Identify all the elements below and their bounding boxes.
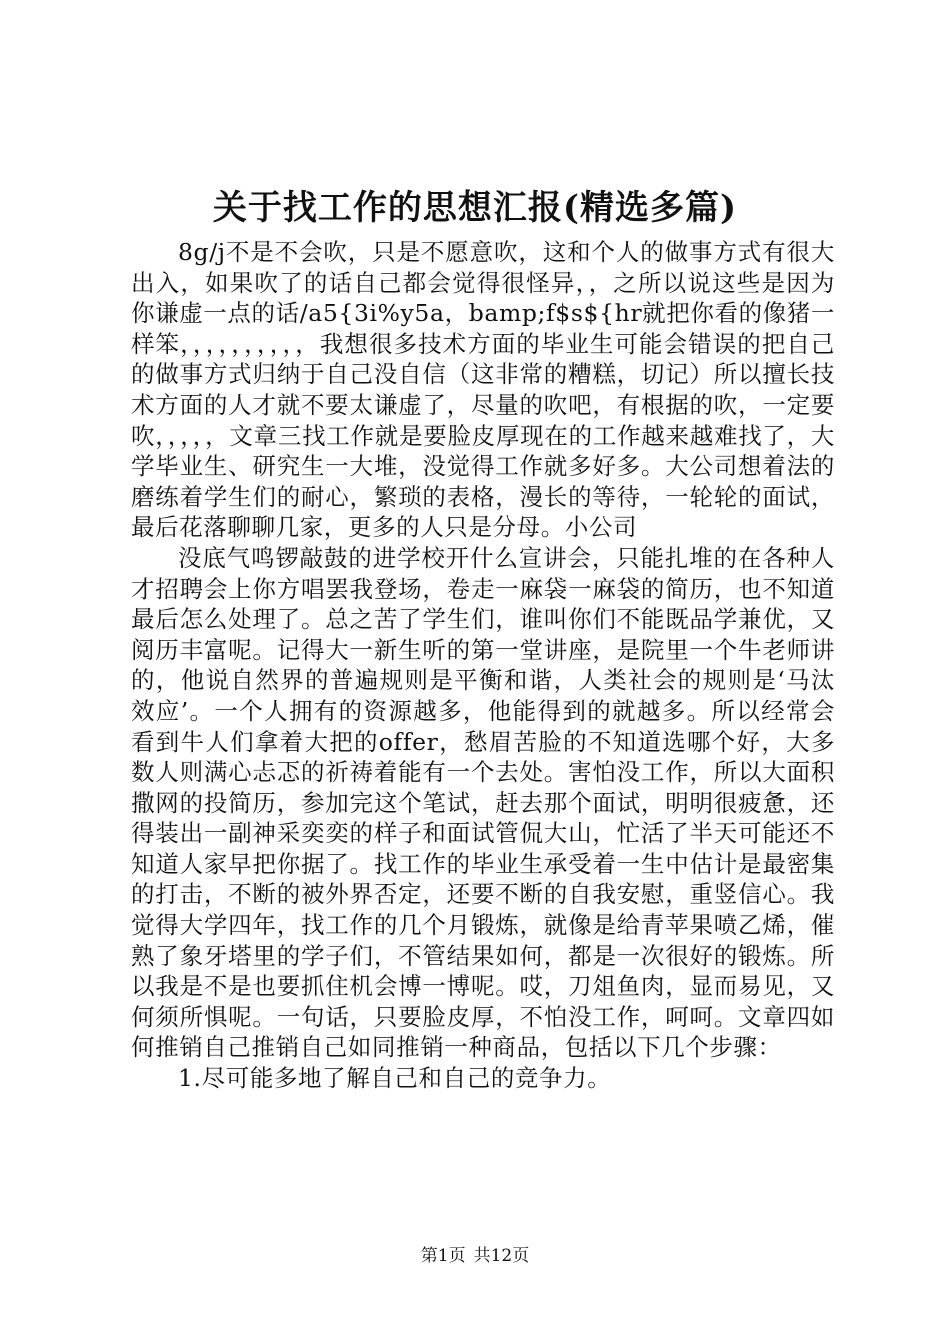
document-title: 关于找工作的思想汇报(精选多篇) xyxy=(212,188,738,228)
page-footer xyxy=(0,1244,950,1268)
page-number-total: 共12页 xyxy=(473,1246,530,1266)
page-number-current: 第1页 xyxy=(420,1246,466,1266)
paragraph-2: 没底气鸣锣敲鼓的进学校开什么宣讲会，只能扎堆的在各种人才招聘会上你方唱罢我登场，卷走一麻袋一麻袋的简历，也不知道最后怎么处理了。总之苦了学生们，谁叫你们不能既品学兼优，又阅历丰富呢。记得大一新生听的第一堂讲座，是院里一个牛老师讲的，他说自然界的普遍规则是平衡和谐，人类社会的规则是‘马汰效应’。一个人拥有的资源越多，他能得到的就越多。所以经常会看到牛人们拿着大把的offer，愁眉苦脸的不知道选哪个好，大多数人则满心忐忑的祈祷着能有一个去处。害怕没工作，所以大面积撒网的投简历，参加完这个笔试，赶去那个面试，明明很疲惫，还得装出一副神采奕奕的样子和面试管侃大山，忙活了半天可能还不知道人家早把你据了。找工作的毕业生承受着一生中估计是最密集的打击，不断的被外界否定，还要不断的自我安慰，重竖信心。我觉得大学四年，找工作的几个月锻炼，就像是给青苹果喷乙烯，催熟了象牙塔里的学子们，不管结果如何，都是一次很好的锻炼。所以我是不是也要抓住机会博一博呢。哎，刀俎鱼肉，显而易见，又何须所惧呢。一句话，只要脸皮厚，不怕没工作，呵呵。文章四如何推销自己推销自己如同推销一种商品，包括以下几个步骤： xyxy=(131,543,835,1062)
paragraph-1: 8g/j不是不会吹，只是不愿意吹，这和个人的做事方式有很大出入，如果吹了的话自己都会觉得很怪异，，之所以说这些是因为你谦虚一点的话/a5{3i%y5a，bamp;f$s${hr就把你看的像猪一样笨，，，，，，，，，，我想很多技术方面的毕业生可能会错误的把自己的做事方式归纳于自己没自信（这非常的糟糕，切记）所以擅长技术方面的人才就不要太谦虚了，尽量的吹吧，有根据的吹，一定要吹，，，，，文章三找工作就是要脸皮厚现在的工作越来越难找了，大学毕业生、研究生一大堆，没觉得工作就多好多。大公司想着法的磨练着学生们的耐心，繁琐的表格，漫长的等待，一轮轮的面试，最后花落聊聊几家，更多的人只是分母。小公司 xyxy=(131,238,835,542)
document-body xyxy=(131,237,835,1094)
paragraph-3: 1.尽可能多地了解自己和自己的竞争力。 xyxy=(178,1064,612,1093)
